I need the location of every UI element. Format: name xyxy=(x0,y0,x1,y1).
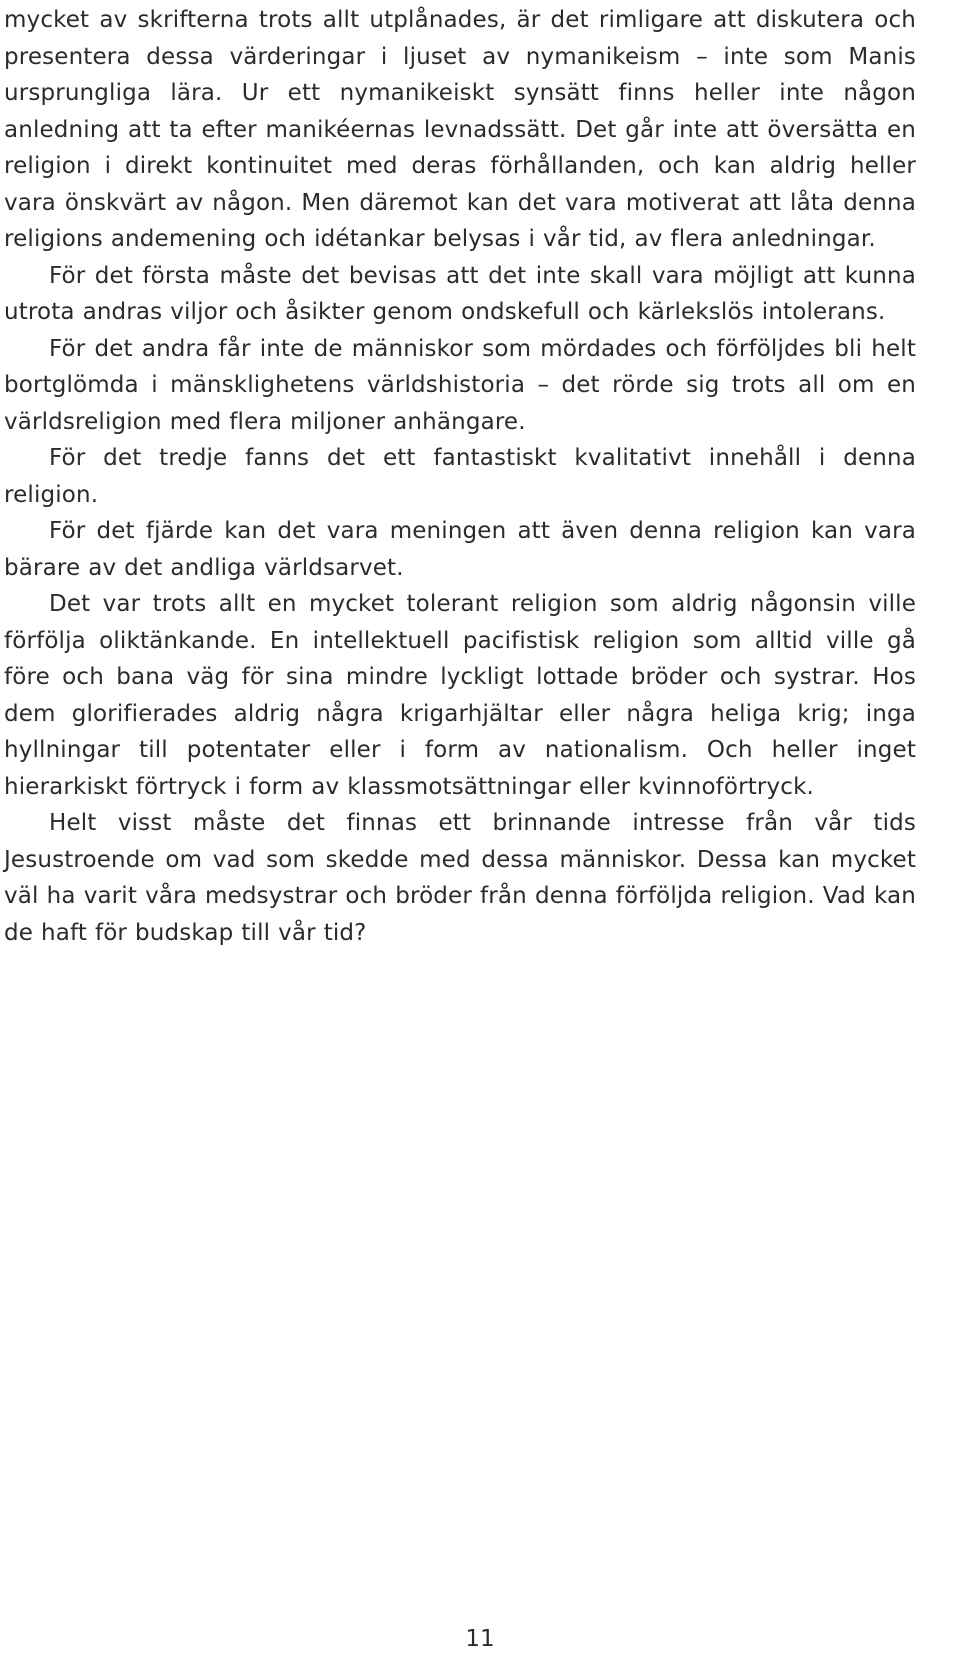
paragraph-second-reason: För det andra får inte de människor som mördades och förföljdes bli helt bortglömda i mänsklighetens världshistoria – det rörde sig trots all om en världsreligion med flera miljoner anhängare. xyxy=(4,335,916,435)
paragraph-tolerant-religion: Det var trots allt en mycket tolerant religion som aldrig någonsin ville förfölja oliktänkande. En intellektuell pacifistisk religion som alltid ville gå före och bana väg för sina mindre lyckligt lottade bröder och systrar. Hos dem glorifierades aldrig några krigarhjältar eller några heliga krig; inga hyllningar till potentater eller i form av nationalism. Och heller inget hierarkiskt förtryck i form av klassmotsättningar eller kvinnoförtryck. xyxy=(4,591,916,800)
paragraph-first-reason: För det första måste det bevisas att det inte skall vara möjligt att kunna utrota andras viljor och åsikter genom ondskefull och kärlekslös intolerans. xyxy=(4,262,916,325)
paragraph-fourth-reason: För det fjärde kan det vara meningen att även denna religion kan vara bärare av det andliga världsarvet. xyxy=(4,518,916,581)
paragraph-closing: Helt visst måste det finnas ett brinnande intresse från vår tids Jesustroende om vad som skedde med dessa människor. Dessa kan mycket väl ha varit våra medsystrar och bröder från denna förföljda religion. Vad kan de haft för budskap till vår tid? xyxy=(4,810,916,946)
paragraph-continued: mycket av skrifterna trots allt utplånades, är det rimligare att diskutera och presentera dessa värderingar i ljuset av nymanikeism – inte som Manis ursprungliga lära. Ur ett nymanikeiskt synsätt finns heller inte någon anledning att ta efter manikéernas levnadssätt. Det går inte att översätta en religion i direkt kontinuitet med deras förhållanden, och kan aldrig heller vara önskvärt av någon. Men däremot kan det vara motiverat att låta denna religions andemening och idétankar belysas i vår tid, av flera anledningar. xyxy=(4,7,916,252)
body-text xyxy=(4,2,916,951)
page-number: 11 xyxy=(465,1626,495,1652)
paragraph-third-reason: För det tredje fanns det ett fantastiskt kvalitativt innehåll i denna religion. xyxy=(4,445,916,508)
